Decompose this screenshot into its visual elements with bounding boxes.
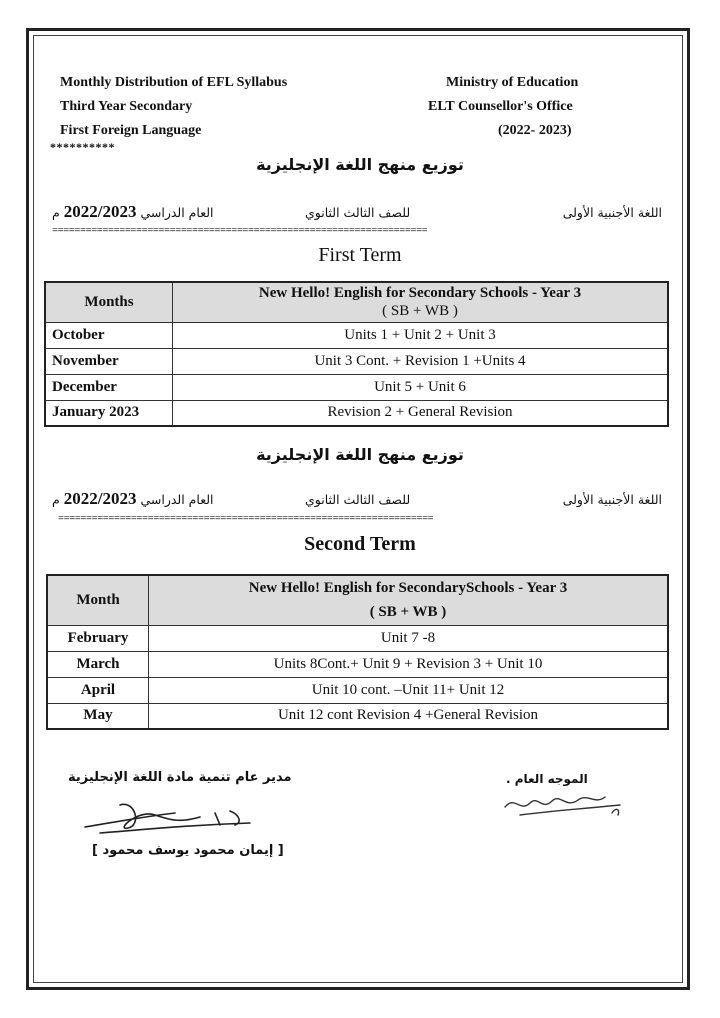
table-header-row bbox=[45, 282, 668, 322]
header-right-line-2: ELT Counsellor's Office bbox=[428, 99, 573, 114]
term1-title: First Term bbox=[318, 244, 402, 266]
header-stars: ********** bbox=[50, 140, 115, 154]
header-right-line-1: Ministry of Education bbox=[446, 75, 579, 90]
term2-table bbox=[46, 574, 669, 730]
term2-book-components: ( SB + WB ) bbox=[369, 604, 447, 621]
term2-arabic-title: توزيع منهج اللغة الإنجليزية bbox=[256, 445, 464, 464]
term1-col-months: Months bbox=[45, 282, 173, 322]
term2-separator: =================================================================== bbox=[58, 516, 434, 524]
term1-ar-grade: للصف الثالث الثانوي bbox=[305, 205, 411, 220]
month-cell: December bbox=[45, 374, 173, 400]
term2-col-month: Month bbox=[47, 575, 149, 625]
units-cell: Revision 2 + General Revision bbox=[173, 400, 669, 426]
term1-col-book bbox=[173, 282, 669, 322]
term1-ar-year: 2022/2023 bbox=[63, 202, 137, 221]
term2-ar-year: 2022/2023 bbox=[63, 489, 137, 508]
term1-book-components: ( SB + WB ) bbox=[382, 303, 458, 320]
term1-ar-language: اللغة الأجنبية الأولى bbox=[562, 205, 662, 220]
term1-ar-year-group bbox=[52, 202, 214, 222]
month-cell: March bbox=[47, 651, 149, 677]
term1-book-title: New Hello! English for Secondary Schools - Year 3 bbox=[258, 285, 582, 302]
table-header-row bbox=[47, 575, 668, 625]
left-signatory-name: [ إيمان محمود يوسف محمود ] bbox=[92, 843, 284, 858]
header-right-line-3: (2022- 2023) bbox=[498, 123, 572, 138]
term2-ar-grade: للصف الثالث الثانوي bbox=[305, 492, 411, 507]
month-cell: May bbox=[47, 703, 149, 729]
table-row bbox=[45, 400, 668, 426]
units-cell: Unit 5 + Unit 6 bbox=[173, 374, 669, 400]
table-row bbox=[45, 374, 668, 400]
header-left-line-1: Monthly Distribution of EFL Syllabus bbox=[60, 75, 288, 90]
page-border-inner bbox=[33, 35, 683, 983]
month-cell: February bbox=[47, 625, 149, 651]
units-cell: Units 8Cont.+ Unit 9 + Revision 3 + Unit 10 bbox=[149, 651, 669, 677]
month-cell: October bbox=[45, 322, 173, 348]
table-row bbox=[47, 677, 668, 703]
month-cell: November bbox=[45, 348, 173, 374]
month-cell: January 2023 bbox=[45, 400, 173, 426]
table-row bbox=[47, 651, 668, 677]
right-handwritten-signature bbox=[500, 785, 630, 820]
header-left-line-2: Third Year Secondary bbox=[60, 99, 193, 114]
term1-arabic-title: توزيع منهج اللغة الإنجليزية bbox=[256, 155, 464, 174]
term2-title: Second Term bbox=[304, 533, 416, 555]
right-signatory-title: الموجه العام . bbox=[506, 772, 588, 786]
units-cell: Units 1 + Unit 2 + Unit 3 bbox=[173, 322, 669, 348]
term2-ar-year-suffix: م bbox=[52, 492, 60, 507]
term2-col-book bbox=[149, 575, 669, 625]
month-cell: April bbox=[47, 677, 149, 703]
table-row bbox=[45, 322, 668, 348]
units-cell: Unit 7 -8 bbox=[149, 625, 669, 651]
units-cell: Unit 10 cont. –Unit 11+ Unit 12 bbox=[149, 677, 669, 703]
term1-ar-year-label: العام الدراسي bbox=[140, 205, 214, 220]
term2-ar-year-label: العام الدراسي bbox=[140, 492, 214, 507]
term1-separator: =================================================================== bbox=[52, 228, 428, 236]
table-row bbox=[47, 703, 668, 729]
term1-table bbox=[44, 281, 669, 427]
header-left-line-3: First Foreign Language bbox=[60, 123, 202, 138]
term1-ar-year-suffix: م bbox=[52, 205, 60, 220]
left-handwritten-signature bbox=[80, 795, 260, 840]
units-cell: Unit 12 cont Revision 4 +General Revision bbox=[149, 703, 669, 729]
left-signatory-title: مدير عام تنمية مادة اللغة الإنجليزية bbox=[68, 770, 292, 785]
term2-book-title: New Hello! English for SecondarySchools - Year 3 bbox=[248, 580, 568, 597]
table-row bbox=[45, 348, 668, 374]
units-cell: Unit 3 Cont. + Revision 1 +Units 4 bbox=[173, 348, 669, 374]
table-row bbox=[47, 625, 668, 651]
term2-ar-language: اللغة الأجنبية الأولى bbox=[562, 492, 662, 507]
term2-ar-year-group bbox=[52, 489, 214, 509]
